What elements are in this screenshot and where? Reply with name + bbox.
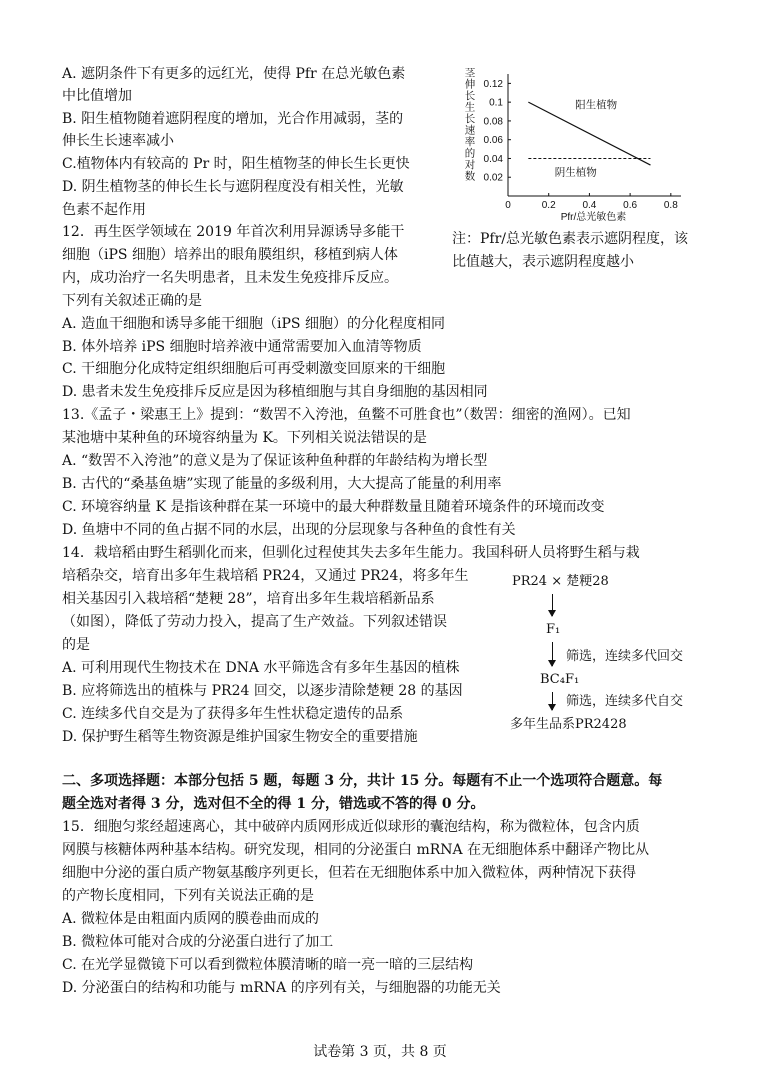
x-tick-label: 0.8 <box>663 200 678 211</box>
q12-option-a: A. 造血干细胞和诱导多能干细胞（iPS 细胞）的分化程度相同 <box>62 316 445 332</box>
q14-stem-line1: 14．栽培稻由野生稻驯化而来，但驯化过程使其失去多年生能力。我国科研人员将野生稻与栽 <box>62 545 640 561</box>
q14-stem-line3: 相关基因引入栽培稻“楚粳 28”，培育出多年生栽培稻新品系 <box>62 591 435 607</box>
y-axis-label-char: 长 <box>464 90 476 102</box>
growth-rate-chart <box>458 68 708 228</box>
y-axis-label-char: 速 <box>464 124 476 137</box>
flow-bc4f1: BC₄F₁ <box>540 672 580 687</box>
x-axis-label: Pfr/总光敏色素 <box>560 212 627 223</box>
y-tick-label: 0.08 <box>483 116 503 128</box>
q13-option-b: B. 古代的“桑基鱼塘”实现了能量的多级利用，大大提高了能量的利用率 <box>62 476 502 492</box>
q11-option-d-line1: D. 阴生植物茎的伸长生长与遮阴程度没有相关性，光敏 <box>62 179 404 195</box>
y-axis-label-char: 的 <box>464 147 476 160</box>
y-axis-label-char: 数 <box>464 170 476 183</box>
q13-option-d: D. 鱼塘中不同的鱼占据不同的水层，出现的分层现象与各种鱼的食性有关 <box>62 522 516 538</box>
section2-heading-line2: 题全选对者得 3 分，选对但不全的得 1 分，错选或不答的得 0 分。 <box>62 796 485 812</box>
x-tick-label: 0 <box>505 200 511 211</box>
q12-stem-line1: 12．再生医学领域在 2019 年首次利用异源诱导多能干 <box>62 224 405 240</box>
q15-option-c: C. 在光学显微镜下可以看到微粒体膜清晰的暗一亮一暗的三层结构 <box>62 957 474 973</box>
flow-arrow-3 <box>552 692 553 710</box>
q15-stem-line4: 的产物长度相同，下列有关说法正确的是 <box>62 888 314 904</box>
flow-arrow-2 <box>552 642 553 666</box>
q15-stem-line1: 15．细胞匀浆经超速离心，其中破碎内质网形成近似球形的囊泡结构，称为微粒体，包含内质 <box>62 819 640 835</box>
q14-option-a: A. 可利用现代生物技术在 DNA 水平筛选含有多年生基因的植株 <box>62 660 460 676</box>
chart-note-line1: 注：Pfr/总光敏色素表示遮阴程度，该 <box>452 231 689 247</box>
q11-option-d-line2: 色素不起作用 <box>62 202 146 218</box>
flow-cross: PR24 × 楚粳28 <box>512 574 609 589</box>
shade-plant-label: 阴生植物 <box>554 166 597 179</box>
q13-stem-line1: 13.《孟子・梁惠王上》提到：“数罟不入洿池，鱼鳖不可胜食也”（数罟：细密的渔网）。已知 <box>62 407 631 423</box>
y-tick-label: 0.04 <box>483 153 503 165</box>
y-ticks <box>484 79 511 184</box>
q12-option-d: D. 患者未发生免疫排斥反应是因为移植细胞与其自身细胞的基因相同 <box>62 384 488 400</box>
q14-stem-line4: （如图），降低了劳动力投入，提高了生产效益。下列叙述错误 <box>62 614 447 630</box>
section2-heading-line1: 二、多项选择题：本部分包括 5 题，每题 3 分，共计 15 分。每题有不止一个选项符合题意。每 <box>62 773 663 789</box>
flow-result: 多年生品系PR2428 <box>510 717 627 732</box>
y-tick-label: 0.06 <box>483 135 503 147</box>
q14-stem-line5: 的是 <box>62 637 90 653</box>
x-tick-label: 0.6 <box>623 200 638 211</box>
y-axis-label-char: 长 <box>464 113 476 125</box>
x-tick-label: 0.4 <box>582 200 597 211</box>
q12-stem-line4: 下列有关叙述正确的是 <box>62 293 202 309</box>
x-tick-label: 0.2 <box>541 200 556 211</box>
q15-stem-line2: 网膜与核糖体两种基本结构。研究发现，相同的分泌蛋白 mRNA 在无细胞体系中翻译产物比从 <box>62 842 650 858</box>
flow-step1-label: 筛选，连续多代回交 <box>566 649 684 664</box>
q14-option-d: D. 保护野生稻等生物资源是维护国家生物安全的重要措施 <box>62 729 418 745</box>
page-footer: 试卷第 3 页，共 8 页 <box>313 1044 447 1060</box>
q11-option-a-line1: A. 遮阴条件下有更多的远红光，使得 Pfr 在总光敏色素 <box>62 66 406 82</box>
q12-option-c: C. 干细胞分化成特定组织细胞后可再受刺激变回原来的干细胞 <box>62 361 446 377</box>
flow-f1: F₁ <box>546 622 561 637</box>
y-axis-label-char: 茎 <box>464 68 476 79</box>
flow-step2-label: 筛选，连续多代自交 <box>566 694 684 709</box>
y-tick-label: 0.12 <box>483 78 503 90</box>
q15-option-d: D. 分泌蛋白的结构和功能与 mRNA 的序列有关，与细胞器的功能无关 <box>62 980 501 996</box>
y-tick-label: 0.1 <box>489 97 503 109</box>
q15-option-a: A. 微粒体是由粗面内质网的膜卷曲而成的 <box>62 911 320 927</box>
chart-note-line2: 比值越大，表示遮阴程度越小 <box>452 254 634 270</box>
q12-stem-line3: 内，成功治疗一名失明患者，且未发生免疫排斥反应。 <box>62 270 398 286</box>
y-tick-label: 0.02 <box>483 172 503 184</box>
sun-plant-line <box>528 102 650 165</box>
q13-option-a: A. “数罟不入洿池”的意义是为了保证该种鱼种群的年龄结构为增长型 <box>62 453 488 469</box>
q15-stem-line3: 细胞中分泌的蛋白质产物氨基酸序列更长，但若在无细胞体系中加入微粒体，两种情况下获得 <box>62 865 636 881</box>
flow-arrow-1 <box>552 594 553 616</box>
q14-option-b: B. 应将筛选出的植株与 PR24 回交，以逐步清除楚粳 28 的基因 <box>62 683 463 699</box>
q13-option-c: C. 环境容纳量 K 是指该种群在某一环境中的最大种群数量且随着环境条件的环境而改变 <box>62 499 605 515</box>
q12-option-b: B. 体外培养 iPS 细胞时培养液中通常需要加入血清等物质 <box>62 339 422 355</box>
q13-stem-line2: 某池塘中某种鱼的环境容纳量为 K。下列相关说法错误的是 <box>62 430 427 446</box>
y-axis-label-char: 率 <box>464 136 476 148</box>
q11-option-a-line2: 中比值增加 <box>62 88 132 104</box>
q12-stem-line2: 细胞（iPS 细胞）培养出的眼角膜组织，移植到病人体 <box>62 247 398 263</box>
q14-option-c: C. 连续多代自交是为了获得多年生性状稳定遗传的品系 <box>62 706 404 722</box>
q14-stem-line2: 培稻杂交，培育出多年生栽培稻 PR24，又通过 PR24，将多年生 <box>62 568 469 584</box>
q11-option-c: C.植物体内有较高的 Pr 时，阳生植物茎的伸长生长更快 <box>62 156 410 172</box>
q11-option-b-line1: B. 阳生植物随着遮阴程度的增加，光合作用减弱，茎的 <box>62 111 404 127</box>
y-axis-label-char: 对 <box>464 159 476 171</box>
y-axis-label-char: 生 <box>464 101 476 114</box>
y-axis-label-char: 伸 <box>464 78 476 91</box>
sun-plant-label: 阳生植物 <box>575 98 618 111</box>
y-axis-label <box>465 68 477 183</box>
q15-option-b: B. 微粒体可能对合成的分泌蛋白进行了加工 <box>62 934 334 950</box>
q11-option-b-line2: 伸长生长速率减小 <box>62 133 174 149</box>
